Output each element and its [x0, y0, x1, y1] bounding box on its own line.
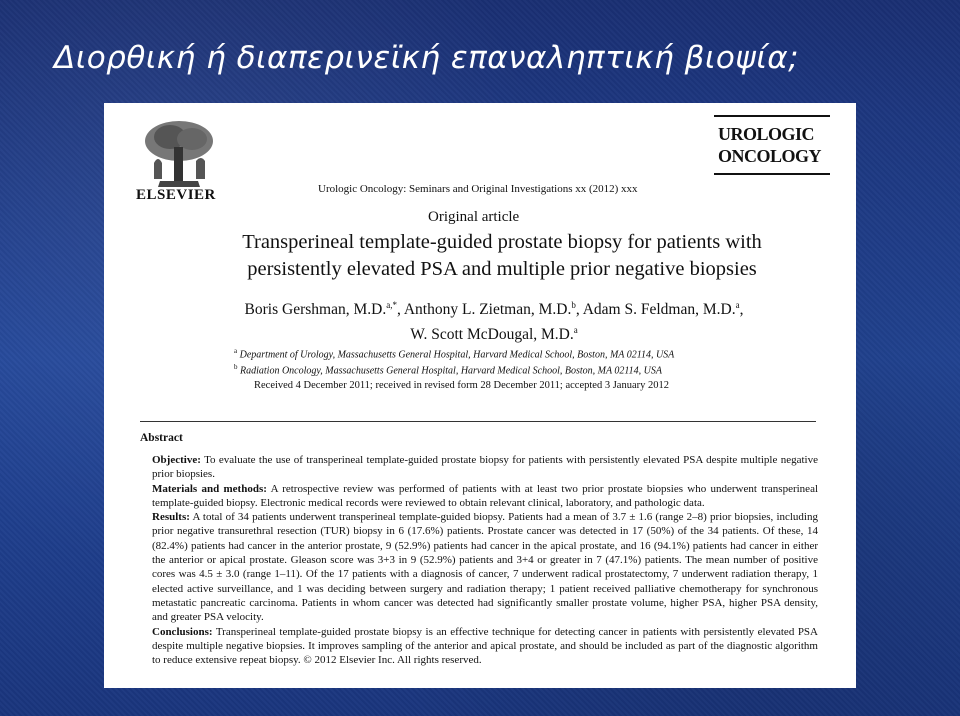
slide-title: Διορθική ή διαπερινεϊκή επαναληπτική βιοψία;: [54, 40, 800, 76]
author-affiliation-mark: a: [573, 325, 578, 336]
author-name: Boris Gershman, M.D.: [244, 301, 387, 319]
elsevier-tree-logo: [140, 117, 218, 189]
affiliation-text: Radiation Oncology, Massachusetts General Hospital, Harvard Medical School, Boston, MA 02114, USA: [240, 365, 662, 377]
abstract-heading: Abstract: [140, 432, 183, 444]
article-title-line1: Transperineal template-guided prostate biopsy for patients with: [242, 231, 762, 253]
article-title: [182, 229, 822, 283]
results-text: A total of 34 patients underwent transperineal template-guided biopsy. Patients had a mean of 3.7 ± 1.6 (range 2–8) prior biopsies, including prior negative transurethral resection (TUR) biopsy in 6 (17.6%) patients. Prostate cancer was detected in 17 (50%) of the 34 patients. Of these, 14 (82.4%) patients had cancer in the anterior prostate, 9 (52.9%) patients had cancer in the apical prostate, and 16 (94.1%) patients had cancer in either the anterior or apical prostate. Gleason score was 3+3 in 9 (52.9%) patients and 3+4 or greater in 7 (47.1%) patients. The mean number of positive cores was 4.5 ± 3.0 (range 1–11). Of the 17 patients with a diagnosis of cancer, 7 underwent radical prostatectomy, 7 underwent radiation therapy, 1 elected active surveillance, and 1 was deciding between surgery and radiation therapy; 1 patient received palliative chemotherapy for synchronous metastatic pancreatic carcinoma. Patients in whom cancer was detected had significantly smaller prostate volume, higher PSA, higher PSA density, and greater PSA velocity.: [152, 511, 818, 624]
author-affiliation-mark: b: [571, 300, 576, 310]
author-list: Boris Gershman, M.D.$^{a,*}$, Anthony L. Zietman, M.D.$^b$, Adam S. Feldman, M.D.$^a$, W. Scott McDougal, M.D.$^a$: [244, 300, 744, 344]
author-affiliation-mark: a,*: [386, 300, 397, 310]
conclusions-text: Transperineal template-guided prostate biopsy is an effective technique for detecting cancer in patients with persistently elevated PSA despite multiple negative biopsies. It improves sampling of the anterior and apical prostate, and should be included as part of the diagnostic algorithm to reduce extensive repeat biopsy.: [152, 625, 818, 667]
objective-text: To evaluate the use of transperineal template-guided prostate biopsy for patients with persistently elevated PSA despite multiple negative prior biopsies.: [152, 454, 818, 481]
journal-logo-line2: ONCOLOGY: [718, 146, 822, 166]
journal-logo: [714, 115, 830, 175]
methods-label: Materials and methods:: [152, 482, 267, 495]
abstract-objective: [140, 453, 818, 482]
abstract-conclusions: [140, 625, 818, 668]
article-type: Original article: [428, 209, 520, 225]
received-dates: Received 4 December 2011; received in revised form 28 December 2011; accepted 3 January 2012: [254, 380, 669, 391]
abstract-methods: [140, 482, 818, 511]
copyright-notice: © 2012 Elsevier Inc. All rights reserved.: [303, 654, 482, 667]
conclusions-label: Conclusions:: [152, 625, 213, 638]
affiliation-text: Department of Urology, Massachusetts General Hospital, Harvard Medical School, Boston, MA 02114, USA: [239, 349, 675, 361]
methods-text: A retrospective review was performed of patients with at least two prior prostate biopsies who underwent transperineal template-guided biopsy. Electronic medical records were reviewed to obtain relevant clinical, laboratory, and pathologic data.: [152, 482, 819, 509]
objective-label: Objective:: [152, 454, 201, 466]
divider: [140, 421, 816, 422]
article-title-line2: persistently elevated PSA and multiple prior negative biopsies: [247, 258, 757, 280]
journal-logo-line1: UROLOGIC: [718, 124, 815, 144]
results-label: Results:: [152, 511, 190, 524]
abstract-results: [140, 510, 818, 624]
affiliation-mark: a: [234, 347, 238, 355]
author-affiliation-mark: a: [735, 300, 740, 310]
author-name: W. Scott McDougal, M.D.: [410, 326, 574, 344]
article-page-image: [104, 103, 856, 688]
author-name: Anthony L. Zietman, M.D.: [403, 301, 572, 319]
abstract-body: [140, 453, 818, 667]
journal-citation: Urologic Oncology: Seminars and Original Investigations xx (2012) xxx: [318, 183, 638, 195]
affiliation-mark: b: [234, 363, 238, 372]
publisher-name: ELSEVIER: [136, 187, 216, 203]
author-name: Adam S. Feldman, M.D.: [582, 301, 736, 319]
affiliations: [234, 345, 674, 378]
